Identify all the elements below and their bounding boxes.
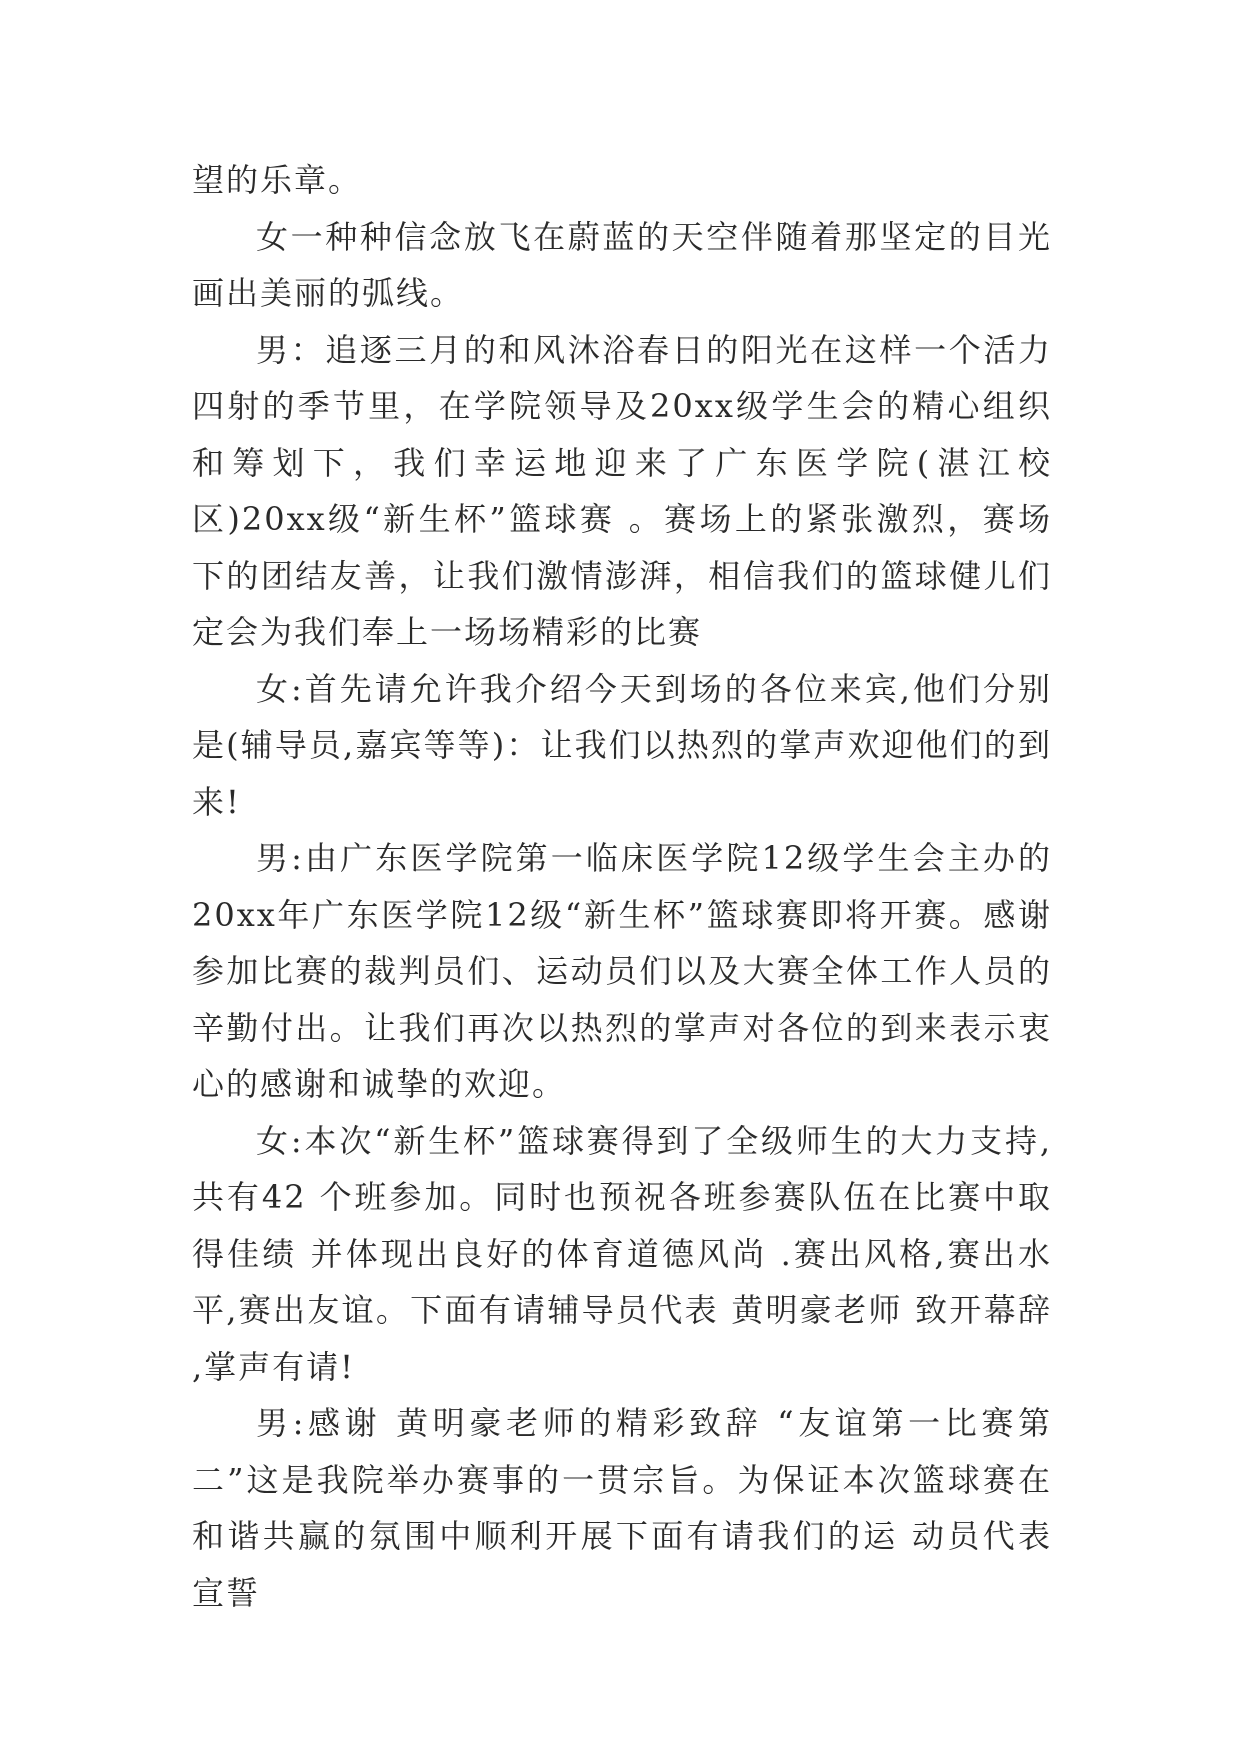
paragraph: 男:由广东医学院第一临床医学院12级学生会主办的20xx年广东医学院12级“新生杯”篮球赛即将开赛。感谢参加比赛的裁判员们、运动员们以及大赛全体工作人员的辛勤付出。让我们再次以热烈的掌声对各位的到来表示衷心的感谢和诚挚的欢迎。 bbox=[192, 839, 1052, 1103]
paragraph: 女:首先请允许我介绍今天到场的各位来宾,他们分别是(辅导员,嘉宾等等)：让我们以热烈的掌声欢迎他们的到来! bbox=[192, 669, 1052, 821]
paragraph: 女一种种信念放飞在蔚蓝的天空伴随着那坚定的目光画出美丽的弧线。 bbox=[192, 217, 1052, 312]
paragraph: 望的乐章。 bbox=[192, 161, 363, 199]
document-body bbox=[192, 152, 1052, 1621]
paragraph: 女:本次“新生杯”篮球赛得到了全级师生的大力支持,共有42 个班参加。同时也预祝各班参赛队伍在比赛中取得佳绩 并体现出良好的体育道德风尚 .赛出风格,赛出水平,赛出友谊。下面有请辅导员代表 黄明豪老师 致开幕辞 ,掌声有请! bbox=[192, 1121, 1052, 1386]
paragraph: 男：追逐三月的和风沐浴春日的阳光在这样一个活力四射的季节里，在学院领导及20xx级学生会的精心组织和筹划下，我们幸运地迎来了广东医学院(湛江校区)20xx级“新生杯”篮球赛 。赛场上的紧张激烈，赛场下的团结友善，让我们激情澎湃，相信我们的篮球健儿们定会为我们奉上一场场精彩的比赛 bbox=[192, 330, 1052, 651]
paragraph: 男:感谢 黄明豪老师的精彩致辞 “友谊第一比赛第二”这是我院举办赛事的一贯宗旨。为保证本次篮球赛在和谐共赢的氛围中顺利开展下面有请我们的运 动员代表 宣誓 bbox=[192, 1404, 1052, 1612]
